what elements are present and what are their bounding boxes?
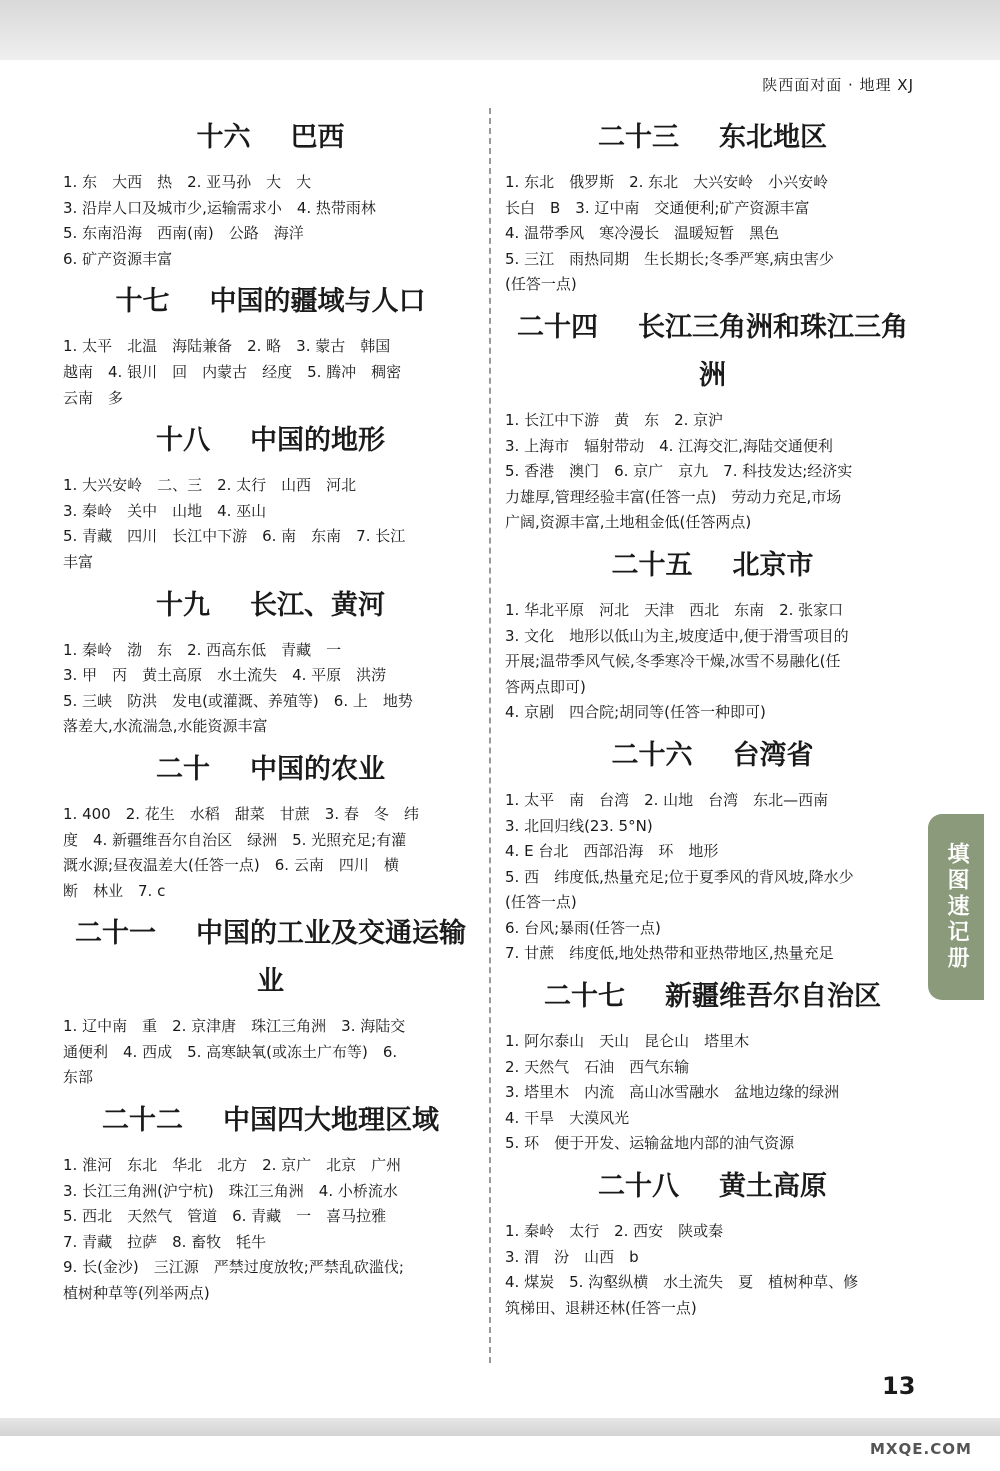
section-title	[63, 582, 478, 630]
answer-section	[505, 1163, 920, 1321]
answer-line: 3. 北回归线(23. 5°N)	[505, 816, 653, 835]
section-heading: 新疆维吾尔自治区	[665, 981, 881, 1013]
answer-line: 长白 B 3. 辽中南 交通便利;矿产资源丰富	[505, 198, 810, 217]
section-title	[505, 114, 920, 162]
answer-line: 3. 甲 丙 黄土高原 水土流失 4. 平原 洪涝	[63, 666, 387, 685]
section-title	[505, 973, 920, 1021]
answer-line: 1. 400 2. 花生 水稻 甜菜 甘蔗 3. 春 冬 纬	[63, 804, 419, 823]
section-heading: 中国四大地理区域	[223, 1105, 439, 1137]
section-title	[505, 1163, 920, 1211]
answer-section	[505, 304, 920, 536]
answer-line: 4. 温带季风 寒冷漫长 温暖短暂 黑色	[505, 224, 780, 243]
section-title	[63, 278, 478, 326]
answer-section	[63, 278, 478, 411]
answer-section	[63, 417, 478, 575]
answer-section	[63, 910, 478, 1091]
answer-line: 落差大,水流湍急,水能资源丰富	[63, 717, 268, 736]
answer-line: 1. 秦岭 渤 东 2. 西高东低 青藏 一	[63, 640, 342, 659]
section-heading: 中国的疆域与人口	[209, 286, 426, 318]
answer-line: 1. 东北 俄罗斯 2. 东北 大兴安岭 小兴安岭	[505, 173, 829, 191]
section-title	[63, 114, 478, 162]
section-heading: 台湾省	[732, 739, 814, 771]
answer-line: 5. 西北 天然气 管道 6. 青藏 一 喜马拉雅	[63, 1207, 387, 1226]
answer-line: 丰富	[63, 552, 94, 571]
answer-section	[505, 114, 920, 298]
section-heading: 北京市	[732, 549, 814, 581]
answer-line: 力雄厚,管理经验丰富(任答一点) 劳动力充足,市场	[505, 487, 842, 506]
page-number: 13	[882, 1372, 916, 1400]
answer-line: (任答一点)	[505, 893, 577, 912]
answer-line: 筑梯田、退耕还林(任答一点)	[505, 1298, 697, 1317]
answer-line: 断 林业 7. c	[63, 881, 166, 900]
section-heading: 东北地区	[719, 122, 827, 153]
section-heading: 中国的工业及交通运输业	[196, 918, 466, 998]
section-heading: 黄土高原	[719, 1171, 827, 1203]
answer-section	[505, 732, 920, 967]
bottom-scan-bar	[0, 1418, 1000, 1436]
answer-line: 5. 西 纬度低,热量充足;位于夏季风的背风坡,降水少	[505, 867, 854, 886]
answer-line: 3. 长江三角洲(沪宁杭) 珠江三角洲 4. 小桥流水	[63, 1181, 398, 1200]
answer-line: 1. 太平 北温 海陆兼备 2. 略 3. 蒙古 韩国	[63, 337, 391, 356]
section-heading: 长江三角洲和珠江三角洲	[638, 311, 908, 391]
answer-line: 6. 矿产资源丰富	[63, 249, 173, 268]
section-number: 十六	[196, 122, 251, 153]
answer-line: 7. 青藏 拉萨 8. 畜牧 牦牛	[63, 1232, 267, 1251]
section-number: 二十八	[598, 1171, 679, 1203]
section-heading: 长江、黄河	[250, 589, 385, 621]
answer-line: 3. 沿岸人口及城市少,运输需求小 4. 热带雨林	[63, 198, 376, 217]
column-divider	[489, 108, 491, 1363]
answer-line: 1. 秦岭 太行 2. 西安 陕或秦	[505, 1222, 724, 1241]
section-tab: 填图速记册	[928, 814, 984, 1000]
answer-line: 1. 太平 南 台湾 2. 山地 台湾 东北—西南	[505, 790, 829, 809]
answer-line: 答两点即可)	[505, 677, 586, 696]
answer-line: 度 4. 新疆维吾尔自治区 绿洲 5. 光照充足;有灌	[63, 830, 407, 849]
section-number: 二十四	[517, 311, 598, 343]
answer-section	[63, 746, 478, 904]
section-number: 十八	[156, 425, 210, 457]
answer-line: (任答一点)	[505, 275, 577, 294]
section-number: 十七	[115, 286, 170, 318]
answer-line: 广阔,资源丰富,土地租金低(任答两点)	[505, 513, 752, 532]
answer-line: 植树种草等(列举两点)	[63, 1284, 210, 1303]
answer-line: 5. 三峡 防洪 发电(或灌溉、养殖等) 6. 上 地势	[63, 691, 413, 710]
answer-line: 5. 香港 澳门 6. 京广 京九 7. 科技发达;经济实	[505, 462, 853, 481]
section-heading: 巴西	[290, 122, 345, 153]
section-title	[63, 417, 478, 465]
top-scan-bar	[0, 0, 1000, 60]
answer-section	[505, 973, 920, 1157]
answer-line: 3. 渭 汾 山西 b	[505, 1247, 639, 1266]
answer-line: 4. 干旱 大漠风光	[505, 1108, 630, 1127]
answer-section	[63, 1097, 478, 1307]
answer-line: 7. 甘蔗 纬度低,地处热带和亚热带地区,热量充足	[505, 944, 834, 963]
section-number: 二十六	[611, 739, 693, 771]
section-number: 二十二	[102, 1105, 183, 1137]
answer-section	[505, 542, 920, 726]
section-number: 十九	[156, 589, 210, 621]
section-heading: 中国的地形	[250, 425, 385, 457]
answer-line: 东部	[63, 1068, 94, 1087]
section-number: 二十	[156, 753, 210, 785]
answer-line: 6. 台风;暴雨(任答一点)	[505, 918, 661, 937]
answer-line: 4. E 台北 西部沿海 环 地形	[505, 842, 719, 861]
answer-line: 1. 淮河 东北 华北 北方 2. 京广 北京 广州	[63, 1156, 402, 1175]
left-column	[63, 112, 478, 1313]
answer-section	[63, 582, 478, 740]
answer-section	[63, 114, 478, 272]
answer-line: 5. 东南沿海 西南(南) 公路 海洋	[63, 224, 304, 243]
answer-line: 4. 京剧 四合院;胡同等(任答一种即可)	[505, 703, 766, 722]
running-header: 陕西面对面 · 地理 XJ	[762, 76, 914, 94]
answer-line: 2. 天然气 石油 西气东输	[505, 1057, 690, 1076]
answer-line: 9. 长(金沙) 三江源 严禁过度放牧;严禁乱砍滥伐;	[63, 1258, 404, 1277]
section-title	[63, 910, 478, 1006]
answer-line: 1. 大兴安岭 二、三 2. 太行 山西 河北	[63, 476, 357, 495]
answer-line: 1. 东 大西 热 2. 亚马孙 大 大	[63, 173, 312, 191]
section-title	[505, 732, 920, 780]
section-title	[63, 1097, 478, 1145]
answer-line: 1. 长江中下游 黄 东 2. 京沪	[505, 410, 724, 429]
section-number: 二十一	[75, 918, 156, 950]
answer-line: 溉水源;昼夜温差大(任答一点) 6. 云南 四川 横	[63, 856, 399, 875]
answer-line: 越南 4. 银川 回 内蒙古 经度 5. 腾冲 稠密	[63, 362, 402, 381]
answer-line: 5. 三江 雨热同期 生长期长;冬季严寒,病虫害少	[505, 249, 834, 268]
answer-line: 通便利 4. 西成 5. 高寒缺氧(或冻土广布等) 6.	[63, 1042, 398, 1061]
watermark-url: MXQE.COM	[870, 1440, 972, 1458]
answer-line: 1. 华北平原 河北 天津 西北 东南 2. 张家口	[505, 600, 844, 619]
answer-line: 云南 多	[63, 388, 124, 407]
section-title	[505, 304, 920, 400]
section-heading: 中国的农业	[250, 753, 385, 785]
answer-line: 1. 辽中南 重 2. 京津唐 珠江三角洲 3. 海陆交	[63, 1017, 406, 1036]
answer-line: 3. 塔里木 内流 高山冰雪融水 盆地边缘的绿洲	[505, 1083, 840, 1102]
answer-line: 开展;温带季风气候,冬季寒冷干燥,冰雪不易融化(任	[505, 652, 841, 671]
answer-line: 1. 阿尔泰山 天山 昆仑山 塔里木	[505, 1032, 750, 1051]
answer-line: 5. 环 便于开发、运输盆地内部的油气资源	[505, 1134, 795, 1153]
section-number: 二十七	[544, 981, 625, 1013]
section-title	[63, 746, 478, 794]
answer-line: 4. 煤炭 5. 沟壑纵横 水土流失 夏 植树种草、修	[505, 1273, 859, 1292]
section-number: 二十五	[611, 549, 693, 581]
right-column	[505, 112, 920, 1327]
answer-line: 3. 文化 地形以低山为主,坡度适中,便于滑雪项目的	[505, 626, 849, 645]
section-number: 二十三	[598, 122, 679, 153]
answer-line: 5. 青藏 四川 长江中下游 6. 南 东南 7. 长江	[63, 527, 406, 546]
answer-line: 3. 秦岭 关中 山地 4. 巫山	[63, 501, 267, 520]
answer-line: 3. 上海市 辐射带动 4. 江海交汇,海陆交通便利	[505, 436, 833, 455]
section-title	[505, 542, 920, 590]
